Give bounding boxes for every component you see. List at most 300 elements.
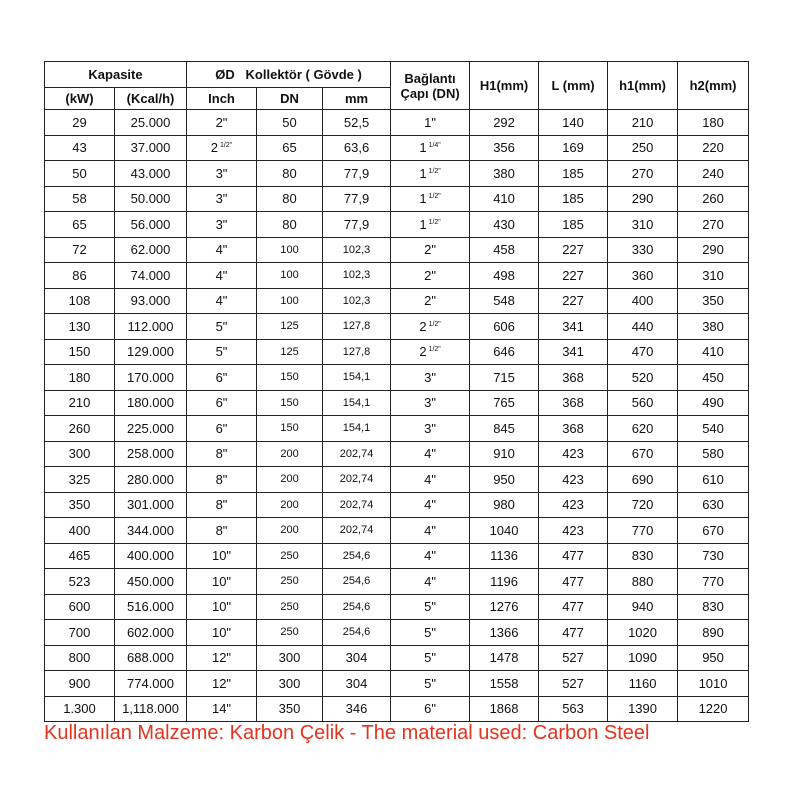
cell-h1-value: 210: [631, 114, 654, 130]
cell-kcal: [115, 314, 187, 340]
table-row: [45, 135, 749, 161]
cell-L: [539, 492, 608, 518]
cell-h2-value: 1010: [698, 675, 728, 691]
cell-inch: [187, 696, 257, 722]
cell-H1: [470, 645, 539, 671]
cell-connection-value: 5": [424, 599, 436, 615]
cell-kw: [45, 288, 115, 314]
cell-kcal: [115, 543, 187, 569]
table-row: [45, 161, 749, 187]
cell-h1: [608, 645, 678, 671]
cell-kcal-value: 74.000: [130, 267, 171, 283]
table-row: [45, 492, 749, 518]
cell-dn-value: 150: [280, 371, 299, 384]
cell-kw-value: 1.300: [63, 701, 96, 717]
cell-kw-value: 350: [68, 497, 91, 513]
header-kapasite: Kapasite: [45, 62, 187, 88]
cell-connection-value: 1: [419, 165, 427, 181]
cell-h2: [678, 569, 749, 595]
cell-dn: [257, 263, 323, 289]
cell-connection-value: 5": [424, 675, 436, 691]
cell-H1-value: 458: [493, 242, 515, 258]
cell-kcal-value: 344.000: [127, 522, 174, 538]
cell-inch-value: 5": [215, 344, 228, 360]
cell-dn: [257, 161, 323, 187]
cell-connection: [391, 441, 470, 467]
cell-H1: [470, 365, 539, 391]
cell-kcal: [115, 161, 187, 187]
cell-inch: [187, 467, 257, 493]
cell-mm-value: 77,9: [343, 191, 370, 207]
cell-inch-value: 14": [211, 701, 232, 717]
cell-inch-value: 4": [215, 242, 228, 258]
cell-H1-value: 715: [493, 369, 515, 385]
table-row: [45, 186, 749, 212]
cell-h1-value: 310: [631, 216, 654, 232]
table-row: [45, 467, 749, 493]
cell-mm: [323, 161, 391, 187]
cell-H1-value: 1478: [489, 650, 519, 666]
cell-h2: [678, 288, 749, 314]
cell-inch: [187, 135, 257, 161]
cell-h2-value: 950: [702, 650, 724, 666]
cell-h2-value: 180: [702, 114, 724, 130]
cell-h2-value: 770: [702, 573, 724, 589]
cell-h1: [608, 237, 678, 263]
cell-mm: [323, 110, 391, 136]
cell-mm: [323, 594, 391, 620]
cell-kcal-value: 37.000: [130, 140, 171, 156]
cell-kw: [45, 110, 115, 136]
cell-h1-value: 690: [631, 471, 654, 487]
cell-kcal-value: 62.000: [130, 242, 171, 258]
cell-connection-value: 1: [419, 216, 427, 232]
cell-dn-value: 50: [282, 114, 297, 130]
cell-h1-value: 1390: [628, 701, 657, 717]
cell-connection: [391, 186, 470, 212]
cell-dn: [257, 110, 323, 136]
cell-H1-value: 646: [493, 344, 515, 360]
subheader-mm: mm: [323, 88, 391, 110]
cell-inch-value: 2": [215, 114, 228, 130]
cell-mm: [323, 212, 391, 238]
cell-H1: [470, 161, 539, 187]
cell-h1: [608, 416, 678, 442]
cell-dn: [257, 467, 323, 493]
spec-table: [44, 61, 749, 722]
cell-inch-value: 3": [215, 191, 228, 207]
cell-mm-value: 202,74: [339, 498, 374, 511]
table-row: [45, 416, 749, 442]
cell-mm-value: 77,9: [343, 165, 370, 181]
cell-kw: [45, 161, 115, 187]
table-row: [45, 212, 749, 238]
cell-dn: [257, 186, 323, 212]
cell-mm: [323, 416, 391, 442]
cell-kw: [45, 671, 115, 697]
cell-connection-value: 5": [424, 624, 436, 640]
cell-h1-value: 520: [631, 369, 654, 385]
cell-kcal: [115, 467, 187, 493]
cell-h1-value: 440: [631, 318, 654, 334]
cell-mm-value: 127,8: [342, 320, 371, 333]
cell-h1-value: 1020: [628, 624, 657, 640]
cell-L-value: 477: [562, 573, 584, 589]
cell-mm-value: 102,3: [342, 294, 371, 307]
cell-mm: [323, 390, 391, 416]
cell-dn: [257, 339, 323, 365]
cell-mm: [323, 543, 391, 569]
cell-connection: [391, 620, 470, 646]
cell-dn-value: 100: [280, 294, 299, 307]
cell-kw-value: 260: [68, 420, 91, 436]
cell-connection-fraction: 1/2": [428, 218, 441, 226]
cell-dn-value: 250: [280, 626, 299, 639]
cell-h2-value: 890: [702, 624, 724, 640]
cell-H1: [470, 492, 539, 518]
header-L: L (mm): [539, 62, 608, 110]
cell-L: [539, 237, 608, 263]
cell-kw-value: 72: [72, 242, 87, 258]
cell-connection-value: 1: [419, 140, 427, 156]
cell-kw: [45, 569, 115, 595]
cell-h1: [608, 518, 678, 544]
cell-h1-value: 270: [631, 165, 654, 181]
cell-mm-value: 254,6: [342, 575, 371, 588]
cell-mm: [323, 569, 391, 595]
cell-L: [539, 288, 608, 314]
cell-connection-value: 4": [424, 573, 436, 589]
cell-dn-value: 250: [280, 600, 299, 613]
table-row: [45, 110, 749, 136]
cell-dn-value: 200: [280, 524, 299, 537]
cell-mm: [323, 186, 391, 212]
cell-h1-value: 360: [631, 267, 654, 283]
cell-H1-value: 1366: [489, 624, 519, 640]
cell-L: [539, 186, 608, 212]
cell-kcal: [115, 390, 187, 416]
table-row: [45, 339, 749, 365]
cell-connection-value: 5": [424, 650, 436, 666]
cell-L: [539, 620, 608, 646]
cell-dn-value: 150: [280, 422, 299, 435]
table-row: [45, 237, 749, 263]
cell-kw-value: 700: [68, 624, 91, 640]
cell-inch: [187, 543, 257, 569]
cell-mm: [323, 288, 391, 314]
cell-connection: [391, 161, 470, 187]
cell-H1-value: 765: [493, 395, 515, 411]
cell-mm-value: 254,6: [342, 549, 371, 562]
cell-L-value: 185: [562, 191, 584, 207]
cell-mm: [323, 518, 391, 544]
cell-h1: [608, 492, 678, 518]
cell-kcal-value: 225.000: [127, 420, 174, 436]
cell-kcal: [115, 569, 187, 595]
cell-kcal-value: 602.000: [127, 624, 174, 640]
cell-connection: [391, 671, 470, 697]
cell-L-value: 185: [562, 165, 584, 181]
cell-connection-value: 2": [424, 293, 436, 309]
cell-h2-value: 220: [702, 140, 724, 156]
cell-dn: [257, 696, 323, 722]
cell-dn-value: 80: [282, 216, 297, 232]
cell-h2: [678, 135, 749, 161]
cell-mm: [323, 441, 391, 467]
cell-dn: [257, 594, 323, 620]
cell-L: [539, 696, 608, 722]
cell-H1-value: 1196: [490, 573, 519, 589]
cell-kcal: [115, 186, 187, 212]
cell-h1-value: 400: [631, 293, 654, 309]
cell-kw-value: 325: [68, 471, 91, 487]
cell-inch: [187, 110, 257, 136]
cell-connection: [391, 365, 470, 391]
cell-kcal-value: 112.000: [127, 318, 174, 334]
cell-h1: [608, 543, 678, 569]
cell-h2: [678, 263, 749, 289]
cell-dn-value: 100: [280, 269, 299, 282]
cell-kcal: [115, 594, 187, 620]
cell-connection-fraction: 1/4": [428, 142, 441, 150]
cell-connection: [391, 212, 470, 238]
cell-inch-value: 6": [215, 369, 228, 385]
cell-h2-value: 580: [702, 446, 724, 462]
cell-dn: [257, 237, 323, 263]
cell-connection-value: 4": [424, 497, 436, 513]
cell-H1-value: 606: [493, 318, 515, 334]
cell-connection-value: 2: [419, 318, 427, 334]
cell-kcal-value: 1,118.000: [122, 701, 179, 717]
table-row: [45, 543, 749, 569]
subheader-dn: DN: [257, 88, 323, 110]
cell-kcal-value: 129.000: [127, 344, 174, 360]
cell-H1: [470, 212, 539, 238]
cell-H1: [470, 620, 539, 646]
cell-dn-value: 200: [280, 498, 299, 511]
cell-kw-value: 43: [72, 140, 87, 156]
cell-h1: [608, 263, 678, 289]
cell-h2: [678, 594, 749, 620]
cell-connection-fraction: 1/2": [428, 320, 441, 328]
cell-connection: [391, 110, 470, 136]
cell-inch-value: 12": [211, 650, 232, 666]
cell-inch: [187, 263, 257, 289]
cell-inch: [187, 212, 257, 238]
cell-kcal: [115, 645, 187, 671]
cell-h2: [678, 416, 749, 442]
cell-h2-value: 610: [702, 471, 724, 487]
cell-dn: [257, 543, 323, 569]
cell-L-value: 563: [562, 701, 584, 717]
cell-H1-value: 1868: [489, 701, 519, 717]
cell-dn: [257, 492, 323, 518]
cell-H1-value: 498: [493, 267, 515, 283]
cell-kcal: [115, 135, 187, 161]
cell-kw-value: 65: [72, 216, 87, 232]
cell-kcal-value: 258.000: [127, 446, 174, 462]
cell-L: [539, 365, 608, 391]
cell-h2: [678, 441, 749, 467]
cell-dn: [257, 416, 323, 442]
cell-h1: [608, 671, 678, 697]
cell-kcal-value: 93.000: [130, 293, 171, 309]
cell-mm-value: 52,5: [343, 114, 370, 130]
cell-kw-value: 180: [68, 369, 91, 385]
header-h1-small: h1(mm): [608, 62, 678, 110]
cell-h1: [608, 594, 678, 620]
cell-h1-value: 560: [631, 395, 654, 411]
cell-h2: [678, 212, 749, 238]
cell-H1: [470, 339, 539, 365]
cell-inch: [187, 416, 257, 442]
cell-kcal-value: 170.000: [127, 369, 174, 385]
cell-connection-value: 2": [424, 242, 436, 258]
cell-kw: [45, 620, 115, 646]
cell-connection: [391, 135, 470, 161]
cell-H1: [470, 518, 539, 544]
cell-h1-value: 1160: [628, 675, 657, 691]
cell-dn-value: 125: [280, 345, 299, 358]
cell-L: [539, 441, 608, 467]
cell-mm-value: 202,74: [339, 447, 374, 460]
cell-inch: [187, 594, 257, 620]
cell-mm-value: 304: [345, 675, 368, 691]
cell-mm-value: 254,6: [342, 600, 371, 613]
cell-H1: [470, 543, 539, 569]
cell-h1-value: 720: [631, 497, 654, 513]
cell-mm-value: 77,9: [343, 216, 370, 232]
cell-kw: [45, 365, 115, 391]
cell-H1: [470, 569, 539, 595]
table-row: [45, 671, 749, 697]
cell-dn-value: 80: [282, 165, 297, 181]
cell-mm: [323, 467, 391, 493]
cell-connection: [391, 416, 470, 442]
cell-h2: [678, 365, 749, 391]
cell-inch-value: 8": [215, 522, 228, 538]
cell-inch-value: 10": [211, 573, 232, 589]
cell-mm-value: 202,74: [339, 473, 374, 486]
cell-kw-value: 600: [68, 599, 91, 615]
cell-kw: [45, 390, 115, 416]
cell-mm-value: 102,3: [342, 269, 371, 282]
cell-H1: [470, 135, 539, 161]
cell-connection-value: 4": [424, 548, 436, 564]
cell-mm: [323, 645, 391, 671]
cell-connection: [391, 492, 470, 518]
header-collector: [187, 62, 391, 88]
cell-h1-value: 250: [631, 140, 654, 156]
cell-inch-value: 10": [211, 548, 232, 564]
table-row: [45, 620, 749, 646]
cell-kw: [45, 314, 115, 340]
cell-H1: [470, 110, 539, 136]
cell-H1-value: 548: [493, 293, 515, 309]
cell-L-value: 341: [562, 344, 584, 360]
cell-h2-value: 490: [702, 395, 724, 411]
cell-kcal: [115, 620, 187, 646]
cell-h1: [608, 390, 678, 416]
cell-mm: [323, 263, 391, 289]
cell-h1-value: 330: [631, 242, 654, 258]
cell-connection-value: 2": [424, 267, 436, 283]
cell-kcal-value: 774.000: [127, 675, 174, 691]
cell-connection: [391, 314, 470, 340]
cell-h1-value: 770: [631, 522, 654, 538]
cell-kcal: [115, 212, 187, 238]
cell-h1: [608, 186, 678, 212]
cell-kcal: [115, 110, 187, 136]
cell-h1: [608, 620, 678, 646]
cell-h2: [678, 543, 749, 569]
cell-H1: [470, 671, 539, 697]
cell-dn: [257, 390, 323, 416]
cell-inch: [187, 645, 257, 671]
cell-inch: [187, 518, 257, 544]
cell-dn: [257, 135, 323, 161]
cell-dn-value: 300: [278, 650, 301, 666]
cell-H1: [470, 441, 539, 467]
cell-kw-value: 150: [68, 344, 91, 360]
cell-dn-value: 125: [280, 320, 299, 333]
cell-h1-value: 940: [631, 599, 654, 615]
header-h2: h2(mm): [678, 62, 749, 110]
cell-inch: [187, 441, 257, 467]
cell-mm: [323, 237, 391, 263]
cell-L: [539, 569, 608, 595]
cell-L: [539, 671, 608, 697]
cell-H1-value: 356: [493, 140, 515, 156]
diameter-symbol: ØD: [215, 67, 235, 82]
cell-connection-value: 1: [419, 191, 427, 207]
cell-inch-value: 8": [215, 446, 228, 462]
cell-inch: [187, 671, 257, 697]
cell-inch-value: 8": [215, 497, 228, 513]
cell-dn: [257, 671, 323, 697]
material-note: Kullanılan Malzeme: Karbon Çelik - The material used: Carbon Steel: [44, 722, 650, 744]
cell-H1-value: 1558: [489, 675, 519, 691]
cell-kw-value: 400: [68, 522, 91, 538]
cell-H1: [470, 237, 539, 263]
cell-h2: [678, 620, 749, 646]
cell-H1-value: 292: [493, 114, 515, 130]
cell-inch-value: 10": [211, 599, 232, 615]
cell-connection: [391, 390, 470, 416]
cell-kcal-value: 516.000: [127, 599, 174, 615]
cell-L-value: 185: [562, 216, 584, 232]
cell-L-value: 140: [562, 114, 584, 130]
cell-H1: [470, 594, 539, 620]
cell-h2: [678, 467, 749, 493]
table-row: [45, 569, 749, 595]
cell-h1: [608, 365, 678, 391]
table-body: [45, 110, 749, 722]
cell-h1-value: 620: [631, 420, 654, 436]
cell-dn: [257, 212, 323, 238]
cell-mm: [323, 492, 391, 518]
cell-kcal: [115, 237, 187, 263]
cell-mm: [323, 671, 391, 697]
cell-connection-value: 3": [424, 420, 436, 436]
cell-connection: [391, 237, 470, 263]
cell-L-value: 341: [562, 318, 584, 334]
subheader-inch: Inch: [187, 88, 257, 110]
cell-h2: [678, 237, 749, 263]
cell-L-value: 368: [562, 369, 584, 385]
cell-kw-value: 465: [68, 548, 91, 564]
cell-h2-value: 240: [702, 165, 724, 181]
